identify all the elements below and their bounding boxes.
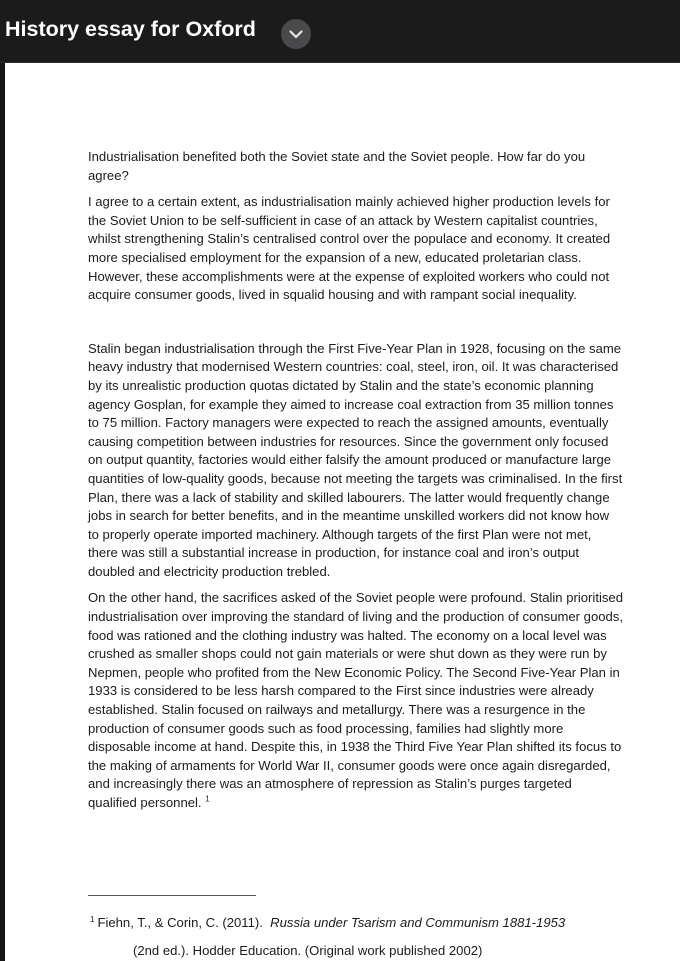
paragraph-intro: I agree to a certain extent, as industrialisation mainly achieved higher production levels for the Soviet Union to be self-sufficient in case of an attack by Western capitalist countries, whilst strengthening Stalin’s centralised control over the populace and economy. It created more specialised employment for the expansion of a new, educated proletarian class. However, these accomplishments were at the expense of exploited workers who could not acquire consumer goods, lived in squalid housing and with rampant social inequality. (88, 194, 611, 303)
footnote-number: 1 (90, 914, 95, 924)
document-page[interactable] (5, 63, 680, 961)
document-body (88, 148, 623, 821)
footnote-line-2: (2nd ed.). Hodder Education. (Original work published 2002) (133, 943, 483, 958)
title-menu-button[interactable] (281, 19, 311, 49)
essay-question: Industrialisation benefited both the Soviet state and the Soviet people. How far do you agree? (88, 149, 586, 183)
blank-line (88, 313, 623, 340)
footnote-line-1 (90, 914, 650, 932)
footnote-reference[interactable]: 1 (205, 794, 210, 804)
paragraph-sacrifices-text: On the other hand, the sacrifices asked of the Soviet people were profound. Stalin prioritised industrialisation over improving the standard of living and the production of consumer goods, food was rationed and the clothing industry was halted. The economy on a local level was crushed as smaller shops could not gain materials or were shut down as they were run by Nepmen, people who profited from the New Economic Policy. The Second Five-Year Plan in 1933 is considered to be less harsh compared to the First since industries were already established. Stalin focused on railways and metallurgy. There was a resurgence in the production of consumer goods such as food processing, families had slightly more disposable income at hand. Despite this, in 1938 the Third Five Year Plan shifted its focus to the making of armaments for World War II, consumer goods were once again disregarded, and increasingly there was an atmosphere of repression as Stalin’s purges targeted qualified personnel. (88, 590, 623, 810)
top-bar (0, 0, 680, 63)
paragraph-sacrifices (88, 589, 623, 812)
footnote-separator (88, 895, 256, 896)
document-title[interactable]: History essay for Oxford (5, 17, 256, 41)
chevron-down-icon (289, 30, 303, 39)
footnote-book-title: Russia under Tsarism and Communism 1881-1953 (270, 915, 566, 930)
paragraph-first-plan: Stalin began industrialisation through the First Five-Year Plan in 1928, focusing on the same heavy industry that modernised Western countries: coal, steel, iron, oil. It was characterised by its unrealistic production quotas dictated by Stalin and the state’s economic planning agency Gosplan, for example they aimed to increase coal extraction from 35 million tonnes to 75 million. Factory managers were expected to reach the assigned amounts, eventually causing competition between industries for resources. Since the government only focused on output quantity, factories would either falsify the amount produced or manufacture large quantities of low-quality goods, because not meeting the targets was criminalised. In the first Plan, there was a lack of stability and skilled labourers. The latter would frequently change jobs in search for better benefits, and in the meantime unskilled workers did not know how to properly operate imported machinery. Although targets of the first Plan were not met, there was still a substantial increase in production, for instance coal and iron’s output doubled and electricity production trebled. (88, 340, 623, 579)
footnote (90, 914, 650, 960)
footnote-authors: Fiehn, T., & Corin, C. (2011). (97, 915, 263, 930)
